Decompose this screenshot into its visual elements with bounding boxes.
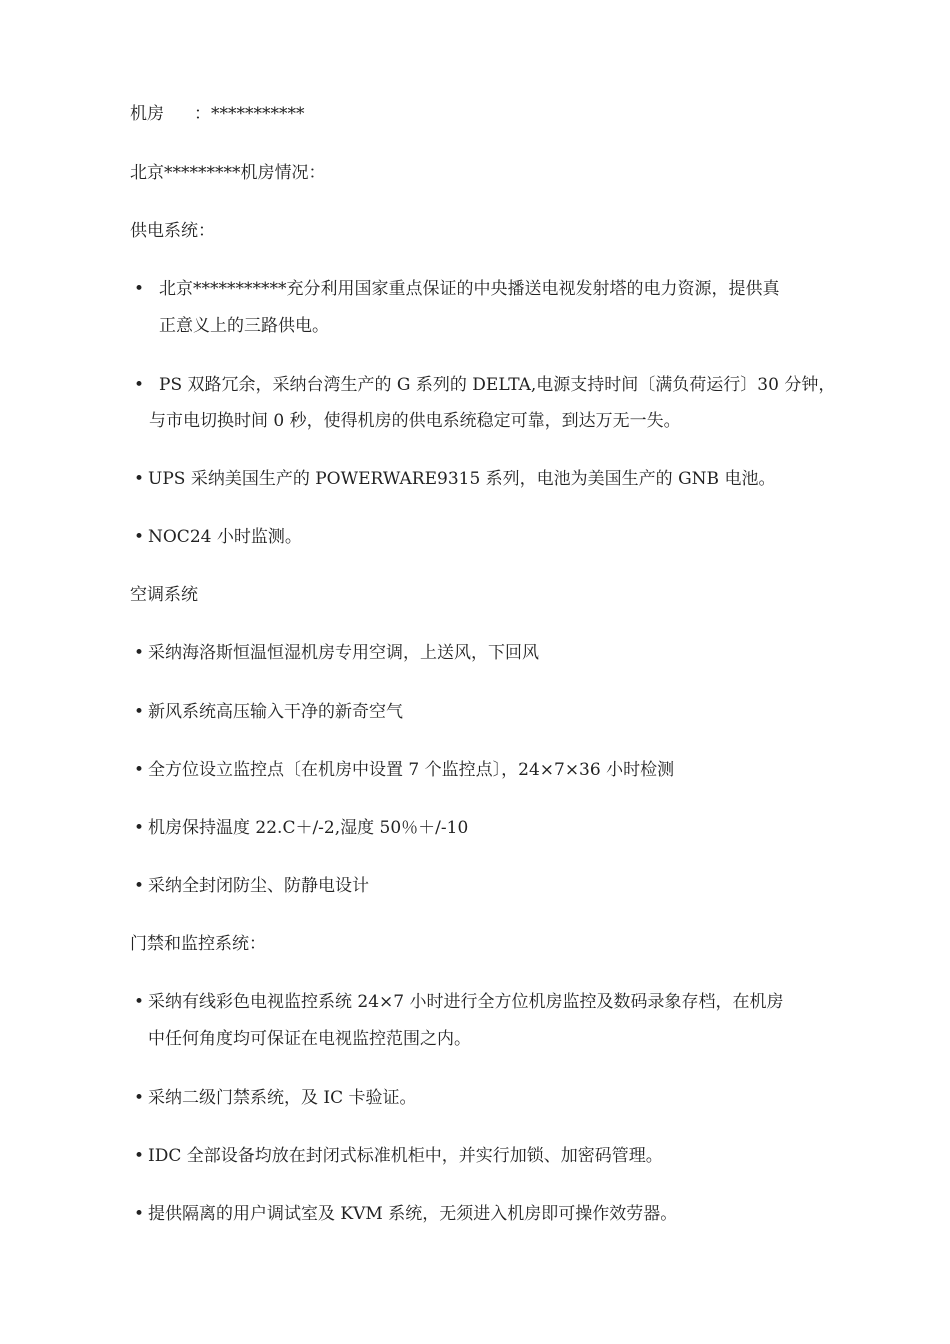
list-item-text: PS 双路冗余，采纳台湾生产的 G 系列的 DELTA,电源支持时间〔满负荷运行〕30 分钟， <box>159 375 836 395</box>
bullet: • <box>134 818 145 838</box>
list-item-text-continued: 正意义上的三路供电。 <box>159 316 329 336</box>
bullet: • <box>134 1088 145 1108</box>
power-heading: 供电系统： <box>130 221 215 241</box>
list-item-text: 全方位设立监控点〔在机房中设置 7 个监控点〕，24×7×36 小时检测 <box>148 760 675 780</box>
bullet: • <box>134 876 145 896</box>
list-item-text: NOC24 小时监测。 <box>148 527 302 547</box>
bullet: • <box>134 1204 145 1224</box>
list-item-text-continued: 与市电切换时间 0 秒，使得机房的供电系统稳定可靠，到达万无一失。 <box>149 411 681 431</box>
security-heading: 门禁和监控系统： <box>130 934 266 954</box>
list-item-text: 提供隔离的用户调试室及 KVM 系统，无须进入机房即可操作效劳器。 <box>148 1204 678 1224</box>
list-item-text: 采纳二级门禁系统，及 IC 卡验证。 <box>148 1088 417 1108</box>
list-item-text: 采纳海洛斯恒温恒湿机房专用空调，上送风，下回风 <box>148 643 539 663</box>
list-item-text: 机房保持温度 22.C＋/-2,湿度 50％＋/-10 <box>148 818 469 838</box>
list-item-text-continued: 中任何角度均可保证在电视监控范围之内。 <box>148 1029 471 1049</box>
bullet: • <box>134 1146 145 1166</box>
bullet: • <box>134 760 145 780</box>
room-value: ：*********** <box>194 104 305 124</box>
bullet: • <box>134 469 145 489</box>
list-item-text: 采纳有线彩色电视监控系统 24×7 小时进行全方位机房监控及数码录象存档，在机房 <box>148 992 784 1012</box>
room-title-line <box>130 102 305 126</box>
bullet: • <box>134 375 145 395</box>
list-item-text: IDC 全部设备均放在封闭式标准机柜中，并实行加锁、加密码管理。 <box>148 1146 663 1166</box>
list-item-text: 新风系统高压输入干净的新奇空气 <box>148 702 403 722</box>
bullet: • <box>134 643 145 663</box>
bullet: • <box>134 702 145 722</box>
list-item-text: UPS 采纳美国生产的 POWERWARE9315 系列，电池为美国生产的 GNB 电池。 <box>148 469 776 489</box>
list-item-text: 采纳全封闭防尘、防静电设计 <box>148 876 369 896</box>
room-label: 机房 <box>130 104 164 124</box>
bullet: • <box>134 279 145 299</box>
ac-heading: 空调系统 <box>130 585 198 605</box>
list-item-text: 北京***********充分利用国家重点保证的中央播送电视发射塔的电力资源，提供真 <box>159 279 780 299</box>
bullet: • <box>134 992 145 1012</box>
bullet: • <box>134 527 145 547</box>
beijing-heading: 北京*********机房情况： <box>130 163 326 183</box>
